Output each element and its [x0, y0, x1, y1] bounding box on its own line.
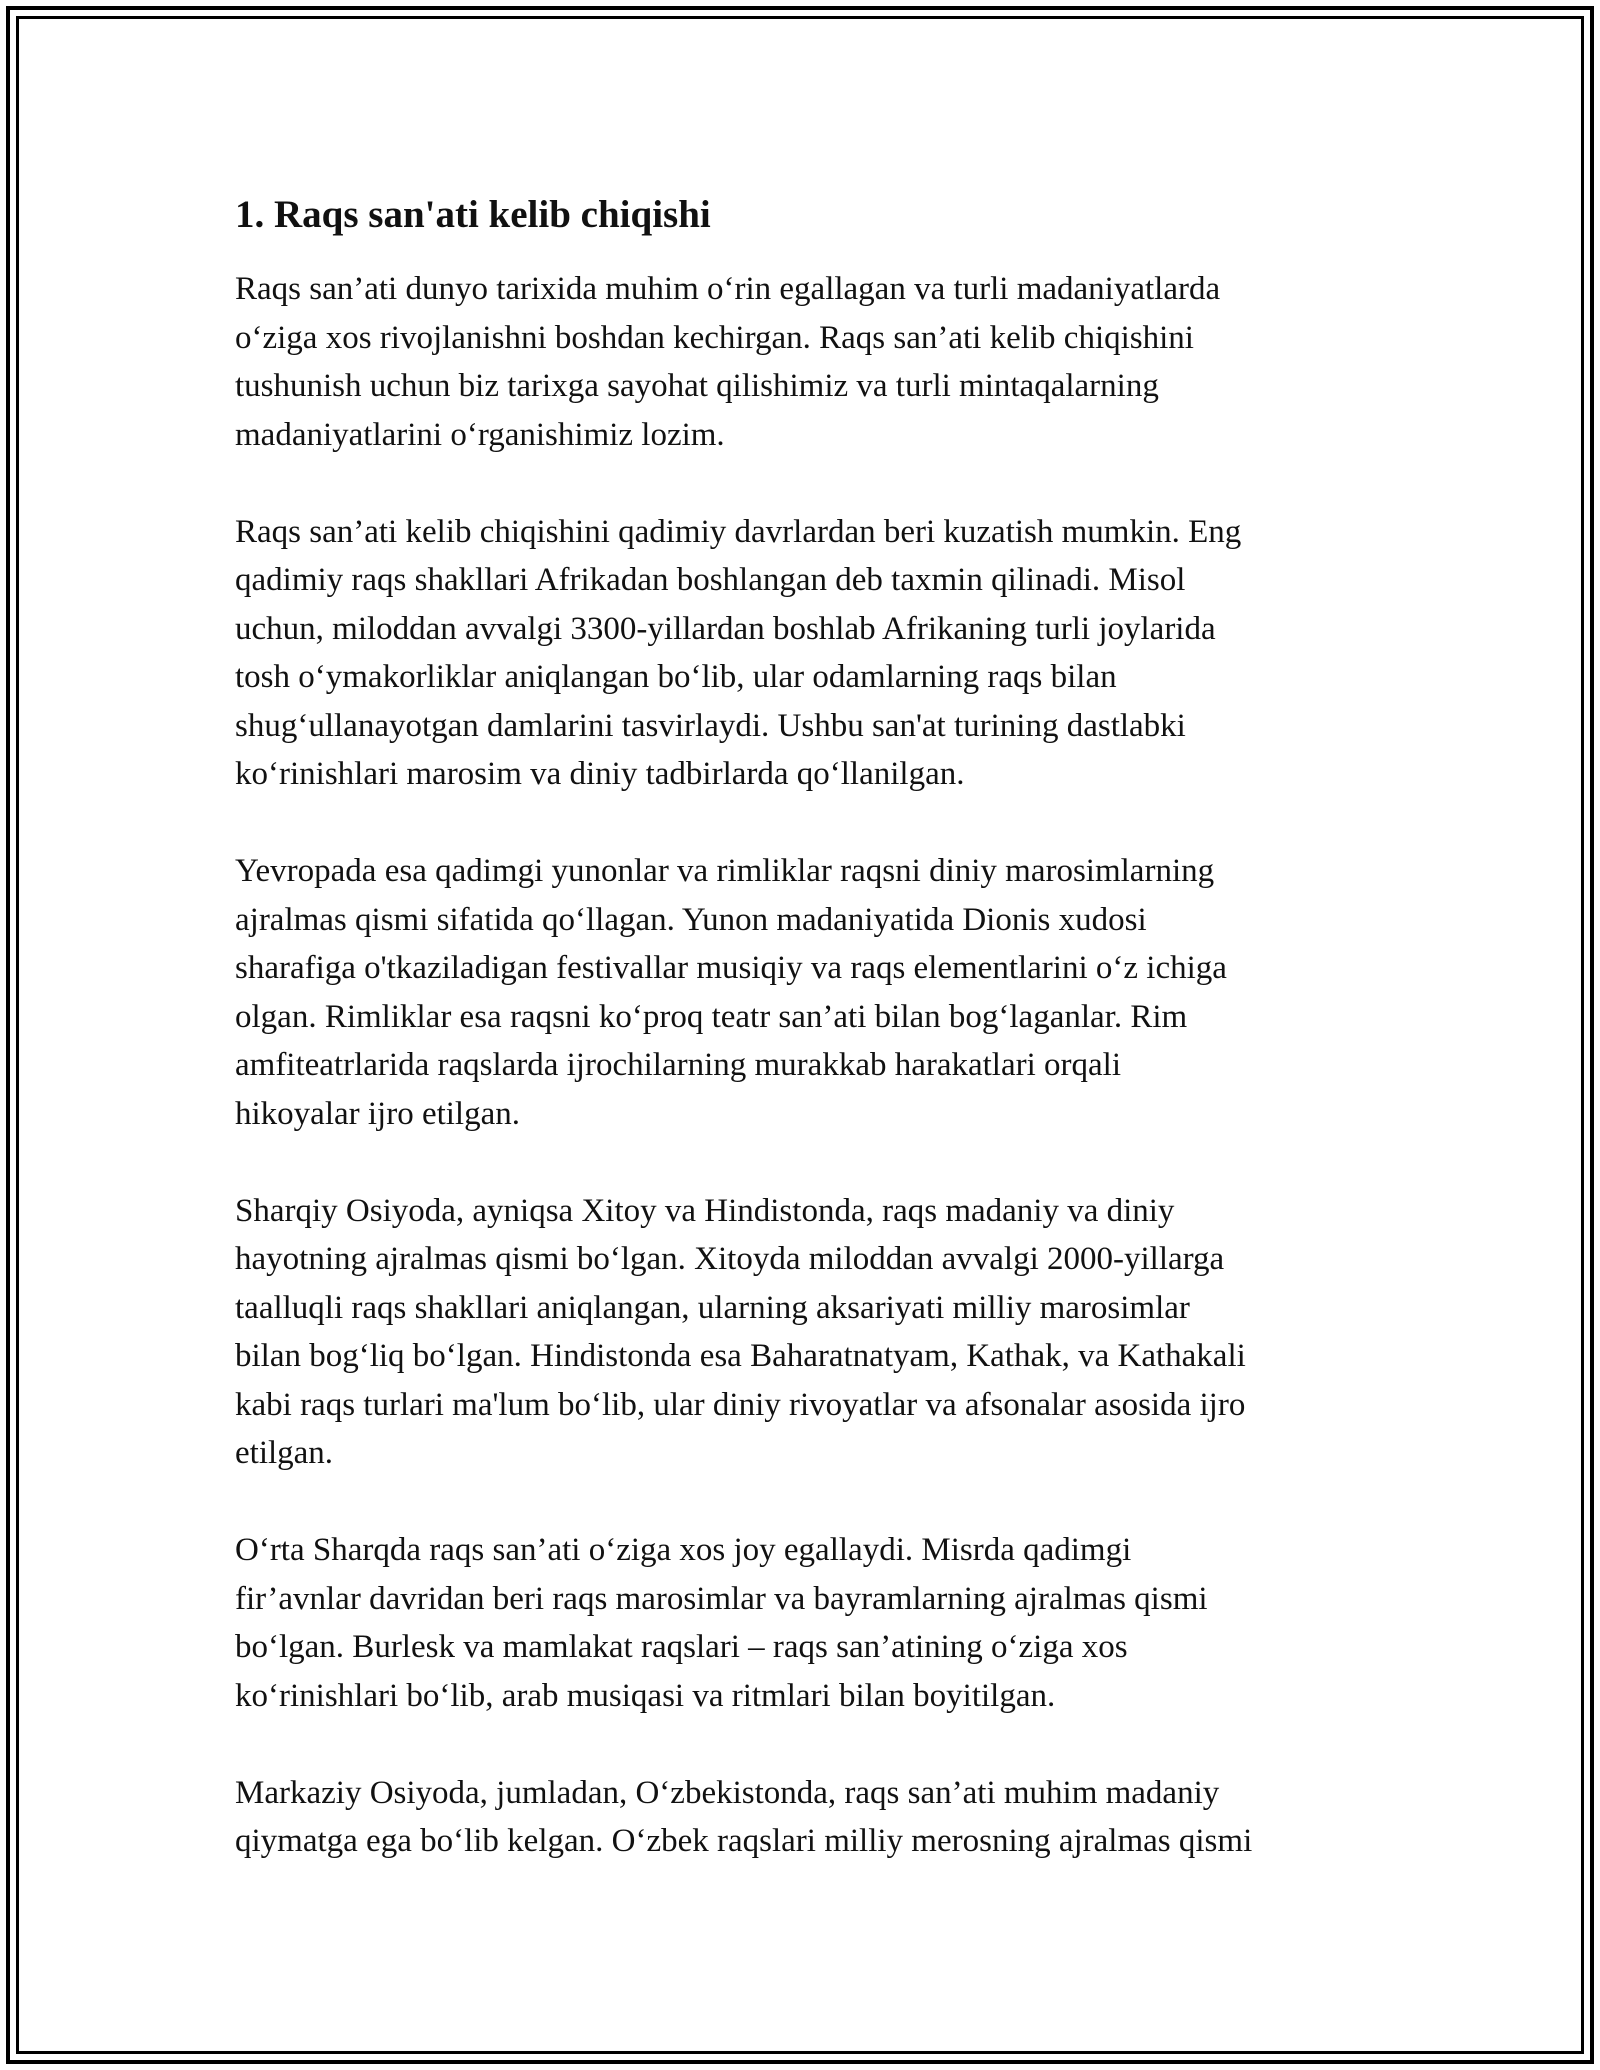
- text-line: qadimiy raqs shakllari Afrikadan boshlangan deb taxmin qilinadi. Misol: [235, 562, 1186, 598]
- text-line: o‘ziga xos rivojlanishni boshdan kechirgan. Raqs san’ati kelib chiqishini: [235, 319, 1194, 356]
- text-line: bo‘lgan. Burlesk va mamlakat raqslari – raqs san’atining o‘ziga xos: [235, 1629, 1128, 1665]
- text-line: qiymatga ega bo‘lib kelgan. O‘zbek raqslari milliy merosning ajralmas qismi: [235, 1823, 1253, 1859]
- text-line: hayotning ajralmas qismi bo‘lgan. Xitoyda miloddan avvalgi 2000-yillarga: [235, 1241, 1225, 1277]
- text-line: tushunish uchun biz tarixga sayohat qilishimiz va turli mintaqalarning: [235, 368, 1159, 404]
- text-line: Markaziy Osiyoda, jumladan, O‘zbekistonda, raqs san’ati muhim madaniy: [235, 1774, 1220, 1811]
- paragraph: [235, 265, 1385, 459]
- text-line: taalluqli raqs shakllari aniqlangan, ularning aksariyati milliy marosimlar: [235, 1289, 1190, 1326]
- text-line: Sharqiy Osiyoda, ayniqsa Xitoy va Hindistonda, raqs madaniy va diniy: [235, 1192, 1175, 1229]
- text-line: Raqs san’ati kelib chiqishini qadimiy davrlardan beri kuzatish mumkin. Eng: [235, 513, 1242, 550]
- text-line: Raqs san’ati dunyo tarixida muhim o‘rin egallagan va turli madaniyatlarda: [235, 271, 1221, 307]
- text-line: fir’avnlar davridan beri raqs marosimlar va bayramlarning ajralmas qismi: [235, 1580, 1208, 1617]
- paragraph: [235, 1526, 1385, 1720]
- text-line: uchun, miloddan avvalgi 3300-yillardan boshlab Afrikaning turli joylarida: [235, 610, 1216, 647]
- paragraph: [235, 847, 1385, 1138]
- paragraph: [235, 508, 1385, 799]
- text-line: sharafiga o'tkaziladigan festivallar musiqiy va raqs elementlarini o‘z ichiga: [235, 950, 1227, 986]
- text-line: etilgan.: [235, 1435, 334, 1471]
- paragraph: [235, 1769, 1385, 1866]
- text-line: ajralmas qismi sifatida qo‘llagan. Yunon madaniyatida Dionis xudosi: [235, 901, 1147, 938]
- text-line: amfiteatrlarida raqslarda ijrochilarning murakkab harakatlari orqali: [235, 1047, 1122, 1083]
- document-body: [235, 185, 1385, 1914]
- text-line: O‘rta Sharqda raqs san’ati o‘ziga xos joy egallaydi. Misrda qadimgi: [235, 1532, 1132, 1568]
- text-line: ko‘rinishlari marosim va diniy tadbirlarda qo‘llanilgan.: [235, 756, 965, 792]
- text-line: kabi raqs turlari ma'lum bo‘lib, ular diniy rivoyatlar va afsonalar asosida ijro: [235, 1386, 1246, 1423]
- text-line: Yevropada esa qadimgi yunonlar va rimliklar raqsni diniy marosimlarning: [235, 853, 1215, 889]
- page-title: 1. Raqs san'ati kelib chiqishi: [235, 193, 711, 236]
- text-line: hikoyalar ijro etilgan.: [235, 1095, 520, 1132]
- text-line: shug‘ullanayotgan damlarini tasvirlaydi. Ushbu san'at turining dastlabki: [235, 707, 1186, 744]
- text-line: tosh o‘ymakorliklar aniqlangan bo‘lib, ular odamlarning raqs bilan: [235, 659, 1117, 695]
- text-line: ko‘rinishlari bo‘lib, arab musiqasi va ritmlari bilan boyitilgan.: [235, 1677, 1056, 1714]
- text-line: bilan bog‘liq bo‘lgan. Hindistonda esa Baharatnatyam, Kathak, va Kathakali: [235, 1338, 1246, 1374]
- paragraph: [235, 1187, 1385, 1478]
- text-line: madaniyatlarini o‘rganishimiz lozim.: [235, 416, 725, 453]
- text-line: olgan. Rimliklar esa raqsni ko‘proq teatr san’ati bilan bog‘laganlar. Rim: [235, 998, 1188, 1035]
